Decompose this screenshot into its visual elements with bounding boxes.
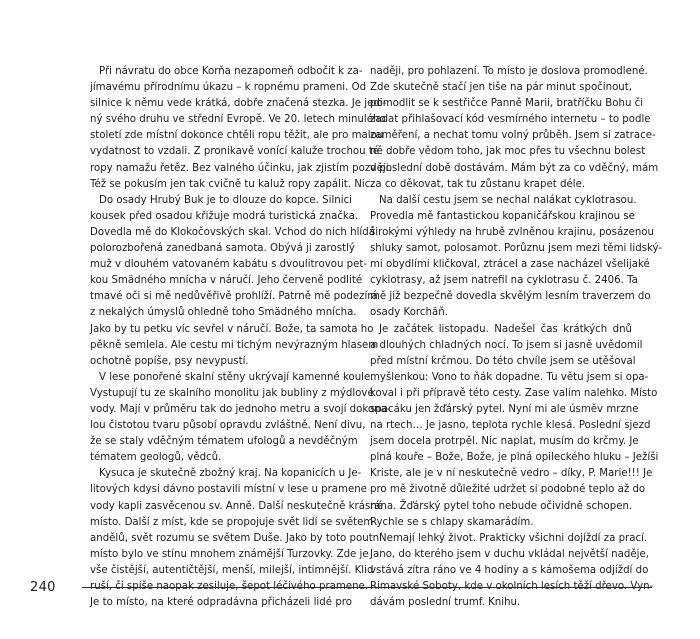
text-line: Na další cestu jsem se nechal nalákat cyklotrasou. [379, 194, 637, 206]
text-line: století zde místní dokonce chtěli ropu těžit, ale pro malou [90, 130, 384, 142]
text-line: Kriste, ale je v ní neskutečně vedro – díky, P. Marie!!! Je [370, 468, 653, 480]
text-line: Je to místo, na které odpradávna přicházeli lidé pro [90, 597, 352, 609]
text-line: zaměření, a nechat tomu volný průběh. Jsem si zatrace- [370, 130, 656, 142]
text-line: Zde skutečně stačí jen tiše na pár minut spočinout, [370, 82, 632, 94]
text-line: osady Korchăň. [370, 307, 448, 319]
text-line: tématem geologů, vědců. [90, 452, 222, 464]
page-number: 240 [30, 580, 56, 595]
text-line: Kysuca je skutečně zbožný kraj. Na kopanicích u Je- [99, 468, 362, 480]
text-line: spacáku jen žďárský pytel. Nyní mi ale úsměv mrzne [370, 403, 639, 415]
text-line: na rtech… Je jasno, teplota rychle klesá. Poslední sjezd [370, 420, 651, 432]
footer-rule [82, 587, 652, 588]
text-line: shluky samot, polosamot. Porůznu jsem mezi těmi lidský- [370, 243, 663, 255]
text-line: Rychle se s chlapy skamarádím. [370, 516, 534, 528]
text-line: místo. Další z míst, kde se propojuje svět lidí se světem [90, 516, 374, 528]
text-line: kou Smädného mnícha v náručí. Jeho červeně podlité [90, 275, 363, 287]
text-line: lou čistotou tvaru působí opravdu zvláštně. Není divu, [90, 420, 366, 432]
text-line: naději, pro pohlazení. To místo je doslova promodlené. [370, 66, 648, 77]
text-line: Jano, do kterého jsem v duchu vkládal největší naděje, [370, 548, 649, 560]
text-line: vody. Mají v průměru tak do jednoho metru a svojí dokona- [90, 403, 391, 415]
text-line: Rimavské Soboty, kde v okolních lesích těží dřevo. Vyn- [370, 581, 654, 592]
right-text-column [370, 64, 663, 611]
text-line: Nemají lehký život. Prakticky všichni dojíždí za prací. [379, 532, 648, 544]
text-line: širokými výhledy na hrubě zvlněnou krajinu, posázenou [370, 226, 654, 238]
text-line: a dlouhých chladných nocí. To jsem si jasně uvědomil [370, 339, 643, 351]
text-line: ruší, či spíše naopak zesiluje, šepot léčivého pramene. [90, 581, 369, 592]
text-line: ropy namažu řetěz. Bez valného účinku, jak zjistím později. [90, 162, 392, 174]
text-line: mi obydlími kličkoval, ztrácel a zase nacházel všelijaké [370, 259, 650, 271]
text-line: dávám poslední trumf. Knihu. [370, 597, 521, 609]
text-line: Provedla mě fantastickou kopaničářskou krajinou se [370, 210, 635, 222]
text-line: Jako by tu petku víc sevřel v náručí. Bože, ta samota ho [90, 323, 374, 335]
text-line: za co děkovat, tak tu zůstanu krapet déle. [370, 178, 586, 190]
text-line: kousek před osadou křižuje modrá turistická značka. [90, 210, 359, 222]
text-line: pro mě životně důležité udržet si podobné teplo až do [370, 484, 646, 496]
text-line: vydatnost to vzdali. Z pronikavě vonící kaluže trochou té [90, 146, 380, 158]
text-line: andělů, svět rozumu se světem Duše. Jako by toto poutní [90, 532, 382, 544]
text-line: Dovedla mě do Klokočovských skal. Vchod do nich hlídá [90, 226, 375, 238]
text-line: cyklotrasy, až jsem natrefil na cyklotrasu č. 2406. Ta [370, 275, 638, 287]
text-line: v poslední době dostávám. Mám být za co vděčný, mám [370, 162, 659, 174]
text-line: Je začátek listopadu. Nadešel čas krátkých dnů [379, 323, 632, 335]
text-line: Též se pokusím jen tak cvičně tu kaluž ropy zapálit. Nic. [90, 178, 374, 190]
text-line: vody kapli zasvěcenou sv. Anně. Další neskutečně krásné [90, 500, 383, 512]
text-line: mě již bezpečně dovedla skvělým lesním traverzem do [370, 291, 651, 303]
text-line: plná kouře – Bože, Bože, je plná opileckého hluku – Ježíši [370, 452, 659, 464]
text-line: jímavému přírodnímu úkazu – k ropnému prameni. Od [90, 82, 367, 94]
text-line: že se staly vděčným tématem ufologů a nevděčným [90, 436, 358, 448]
text-line: tmavé oči si mě nedůvěřivě prohlíží. Patrně mě podezírá [90, 291, 378, 303]
text-line: před místní krčmou. Do této chvíle jsem se utěšoval [370, 355, 636, 367]
text-line: koval i při přípravě této cesty. Zase valím nalehko. Místo [370, 387, 658, 399]
text-line: z nekalých úmyslů ohledně toho Smädného mnícha. [90, 307, 357, 319]
text-line: pomodlit se k sestřičce Panně Marii, bratříčku Bohu či [370, 98, 644, 110]
text-line: Při návratu do obce Korňa nezapomeň odbočit k za- [99, 66, 363, 77]
text-line: rána. Žďárský pytel toho nebude očividně schopen. [370, 500, 633, 512]
text-line: polorozbořená zanedbaná samota. Obývá ji zarostlý [90, 243, 355, 255]
text-line: Do osady Hrubý Buk je to dlouze do kopce. Silnici [99, 194, 352, 206]
text-line: V lese ponořené skalní stěny ukrývají kamenné koule. [99, 371, 374, 383]
text-line: myšlenkou: Vono to ňák dopadne. Tu větu jsem si opa- [370, 371, 649, 383]
text-line: muž v dlouhém vatovaném kabátu s dvoulitrovou pet- [90, 259, 368, 271]
text-line: vstává zítra ráno ve 4 hodiny a s kámošema odjíždí do [370, 564, 649, 576]
text-line: silnice k němu vede krátká, dobře značená stezka. Je jedi- [90, 98, 387, 110]
text-line: místo bylo ve stínu mnohem známější Turzovky. Zde je [90, 548, 369, 560]
text-line: litových kdysi dávno postavili místní v lese u pramene [90, 484, 367, 496]
text-line: vše čistější, autentičtější, menší, milejší, intimnější. Klid [90, 564, 374, 576]
text-line: Vystupují tu ze skalního monolitu jak bubliny z mýdlové [90, 387, 374, 399]
left-text-column [90, 64, 392, 611]
text-line: ný svého druhu ve střední Evropě. Ve 20. letech minulého [90, 114, 386, 126]
text-line: jsem docela protrpěl. Nic naplat, musím do krčmy. Je [370, 436, 639, 448]
text-line: ochotně popíše, psy nevypustí. [90, 355, 249, 367]
text-line: ně dobře vědom toho, jak moc přes tu všechnu bolest [370, 146, 646, 158]
text-line: pěkně semlela. Ale cestu mi tichým nevýrazným hlasem [90, 339, 379, 351]
text-line: zadat přihlašovací kód vesmírného internetu – to podle [370, 114, 651, 126]
